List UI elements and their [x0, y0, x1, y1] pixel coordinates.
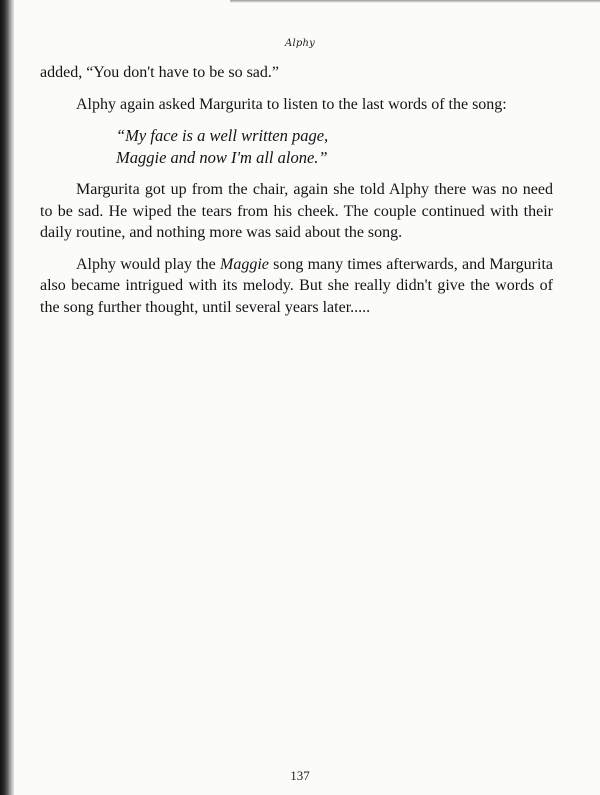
paragraph-3: Margurita got up from the chair, again she told Alphy there was no need to be sad. He wiped the tears from his cheek. The couple continued with their daily routine, and nothing more was said about the song. [40, 181, 553, 241]
page-top-edge [230, 0, 600, 3]
song-quote-line-1: “My face is a well written page, [116, 126, 329, 145]
paragraph-4-start: Alphy would play the [76, 255, 221, 273]
running-header: Alphy [285, 38, 315, 49]
song-quote [116, 125, 553, 169]
paragraph-4 [40, 254, 553, 319]
paragraph-1: added, “You don't have to be so sad.” [40, 64, 279, 81]
paragraph-2: Alphy again asked Margurita to listen to the last words of the song: [76, 95, 507, 113]
page-number: 137 [290, 768, 310, 783]
song-quote-line-2: Maggie and now I'm all alone.” [116, 148, 328, 167]
paragraph-4-end: song many times afterwards, and Margurita also became intrigued with its melody. But she really didn't give the words of the song further thought, until several years later..... [40, 255, 554, 316]
body-text [40, 62, 553, 318]
book-spine-shadow [0, 0, 14, 795]
song-title-maggie: Maggie [220, 255, 269, 273]
